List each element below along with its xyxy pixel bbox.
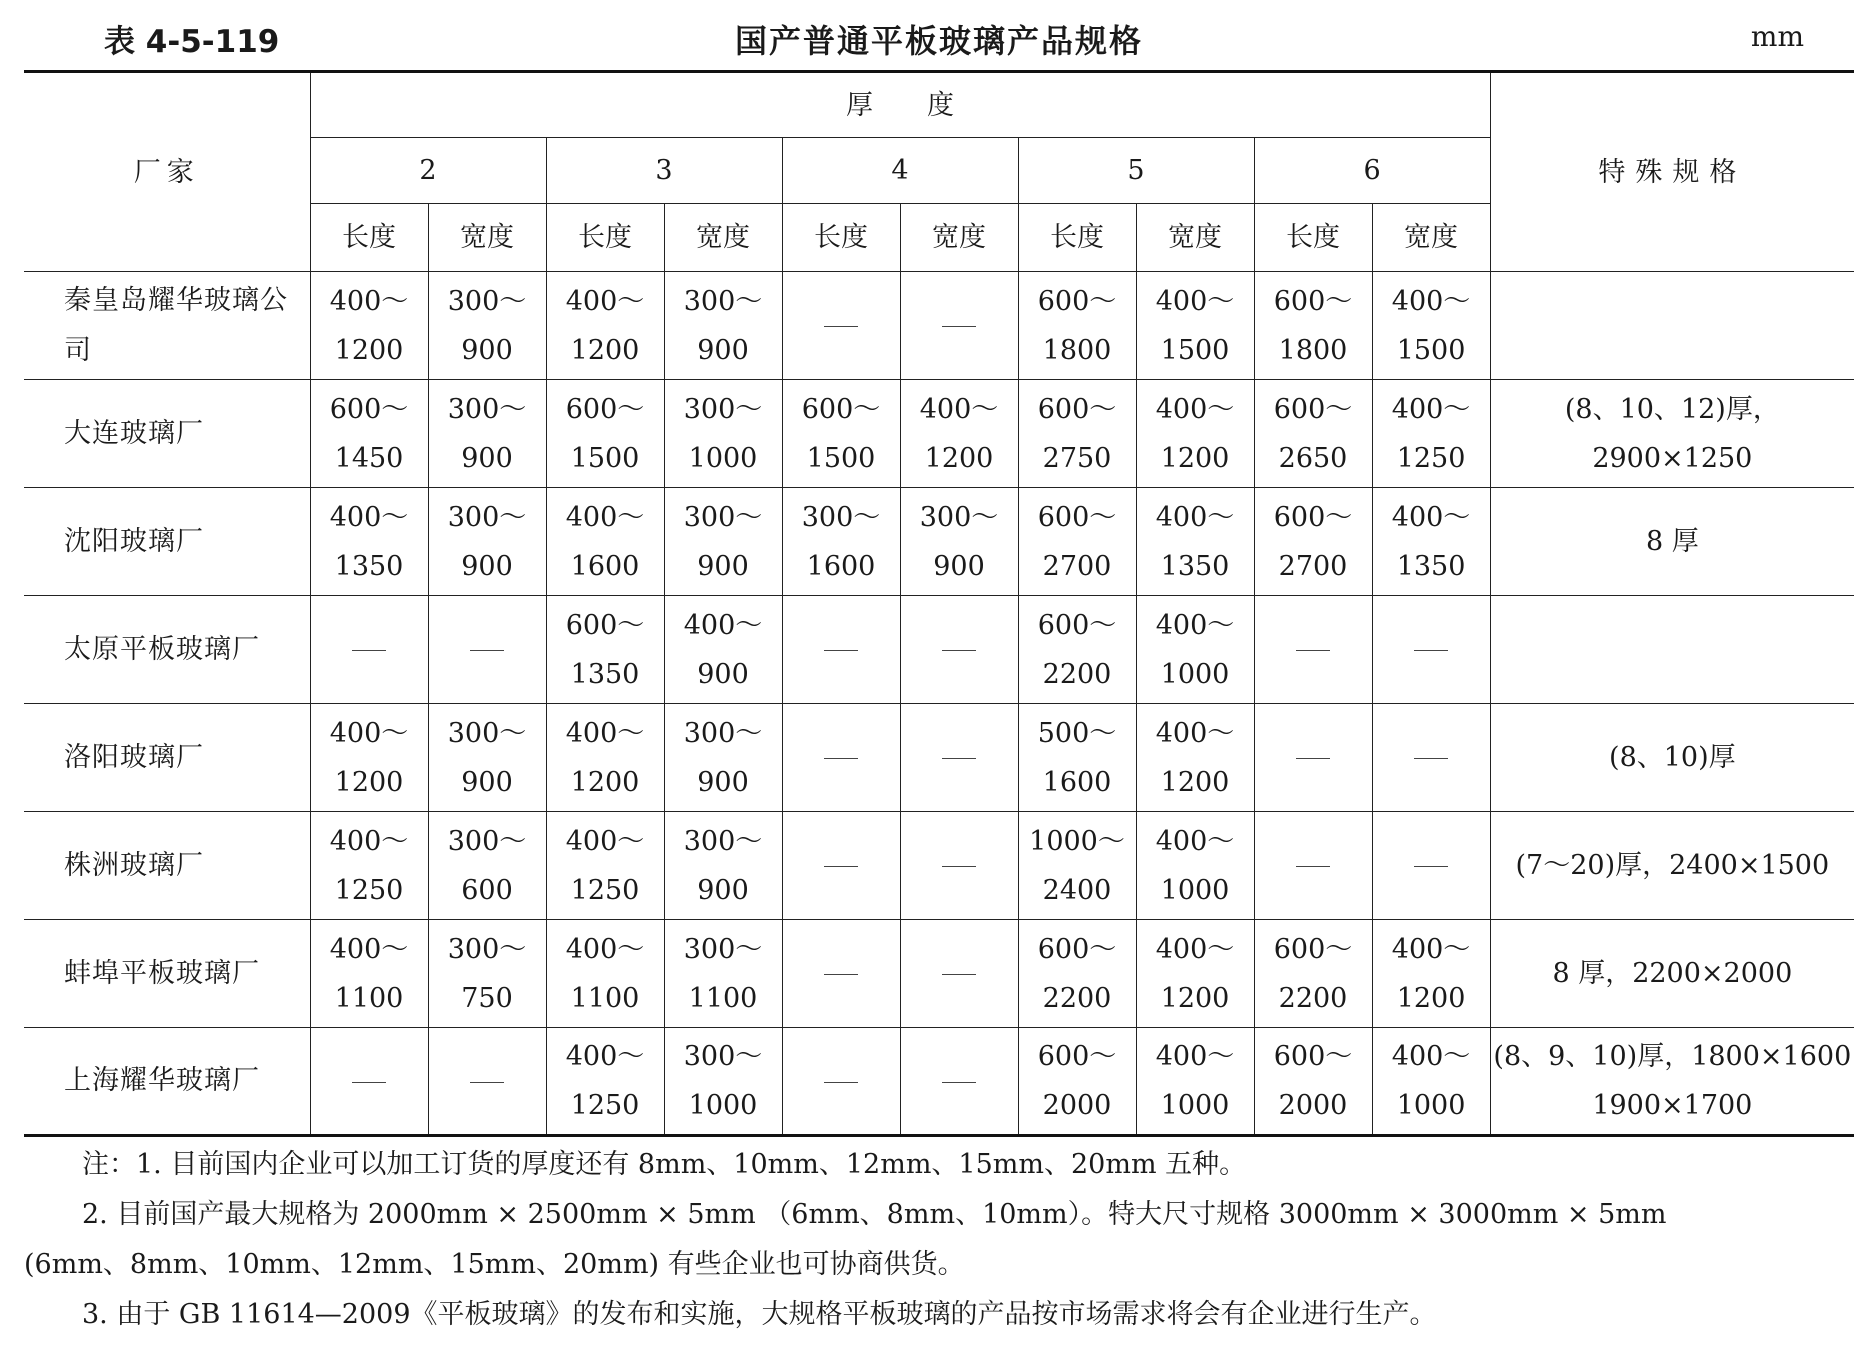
dimension-cell [664,812,782,920]
table-row [24,380,1854,488]
range-min: 300～ [683,393,763,425]
range-min: 400～ [329,825,409,857]
width-header: 宽度 [1136,204,1254,272]
dimension-cell [546,272,664,380]
maker-name: 株洲玻璃厂 [24,812,310,920]
range-max: 1200 [570,334,640,366]
dimension-cell [1254,596,1372,704]
dash-placeholder [470,650,504,651]
maker-name: 沈阳玻璃厂 [24,488,310,596]
dimension-cell [1136,488,1254,596]
table-row [24,920,1854,1028]
dimension-cell [782,1028,900,1136]
dimension-cell [1018,596,1136,704]
note-2-continued: (6mm、8mm、10mm、12mm、15mm、20mm) 有些企业也可协商供货。 [24,1249,965,1280]
range-max: 1000 [688,442,758,474]
dimension-cell [782,488,900,596]
range-max: 1000 [1396,1090,1466,1121]
dash-placeholder [824,650,858,651]
dimension-cell [1136,812,1254,920]
range-min: 300～ [801,501,881,533]
table-title: 国产普通平板玻璃产品规格 [734,22,1143,60]
special-spec-cell [1490,488,1854,596]
range-min: 300～ [683,501,763,533]
range-min: 600～ [1273,501,1353,533]
dimension-cell [310,596,428,704]
maker-name: 大连玻璃厂 [24,380,310,488]
range-min: 500～ [1037,717,1117,749]
dash-placeholder [824,758,858,759]
range-min: 300～ [447,825,527,857]
dimension-cell [428,380,546,488]
range-min: 400～ [1391,1041,1471,1072]
range-max: 900 [697,550,749,582]
dash-placeholder [352,650,386,651]
dash-placeholder [942,758,976,759]
thickness-6: 6 [1254,138,1490,204]
dimension-cell [900,380,1018,488]
range-max: 1100 [334,982,404,1014]
range-max: 1000 [688,1090,758,1121]
dimension-cell [1254,488,1372,596]
range-min: 400～ [565,1041,645,1072]
special-spec-line: 8 厚，2200×2000 [1552,958,1793,989]
range-min: 400～ [565,501,645,533]
table-number: 表 4-5-119 [104,24,280,60]
dimension-cell [664,596,782,704]
dimension-cell [428,272,546,380]
range-min: 600～ [565,393,645,425]
dash-placeholder [1414,650,1448,651]
range-max: 1500 [570,442,640,474]
table-title-row [24,10,1854,70]
dimension-cell [782,380,900,488]
range-max: 900 [461,334,513,366]
dimension-cell [428,596,546,704]
range-min: 400～ [1391,285,1471,317]
thickness-2: 2 [310,138,546,204]
range-min: 400～ [1391,393,1471,425]
range-max: 1600 [1042,766,1112,798]
range-max: 900 [461,442,513,474]
width-header: 宽度 [428,204,546,272]
dimension-cell [310,920,428,1028]
dimension-cell [428,1028,546,1136]
dimension-cell [900,1028,1018,1136]
dimension-cell [546,812,664,920]
range-max: 1100 [570,982,640,1014]
dash-placeholder [1296,758,1330,759]
special-spec-line: 8 厚 [1645,526,1699,557]
dimension-cell [310,1028,428,1136]
range-min: 600～ [329,393,409,425]
dimension-cell [310,488,428,596]
special-spec-cell [1490,1028,1854,1136]
range-max: 1000 [1160,658,1230,690]
dimension-cell [1372,596,1490,704]
range-min: 300～ [683,1041,763,1072]
range-min: 600～ [1037,933,1117,965]
range-max: 1000 [1160,1090,1230,1121]
dimension-cell [1254,920,1372,1028]
range-max: 1250 [570,1090,640,1121]
table-row [24,596,1854,704]
dimension-cell [1136,596,1254,704]
maker-name: 秦皇岛耀华玻璃公司 [24,272,310,380]
range-max: 1100 [688,982,758,1014]
table-row [24,812,1854,920]
dimension-cell [1136,380,1254,488]
range-max: 2700 [1278,550,1348,582]
dimension-cell [1018,380,1136,488]
range-max: 2000 [1278,1090,1348,1121]
range-min: 600～ [1273,933,1353,965]
dimension-cell [664,380,782,488]
dimension-cell [1254,812,1372,920]
range-min: 600～ [1273,285,1353,317]
range-min: 300～ [447,285,527,317]
special-spec-line: (8、9、10)厚，1800×1600 [1493,1041,1852,1072]
range-min: 400～ [565,717,645,749]
dimension-cell [664,1028,782,1136]
range-max: 2200 [1042,658,1112,690]
range-min: 400～ [329,717,409,749]
dimension-cell [1372,920,1490,1028]
dimension-cell [900,704,1018,812]
length-header: 长度 [546,204,664,272]
range-min: 300～ [447,717,527,749]
dimension-cell [1018,704,1136,812]
glass-spec-table [24,70,1854,1137]
dash-placeholder [824,326,858,327]
special-spec-line: (8、10、12)厚， [1564,393,1780,425]
range-max: 900 [697,874,749,906]
range-max: 900 [461,766,513,798]
note-3: 3. 由于 GB 11614—2009《平板玻璃》的发布和实施，大规格平板玻璃的产品按市场需求将会有企业进行生产。 [82,1299,1437,1330]
dash-placeholder [824,1082,858,1083]
range-max: 1200 [1396,982,1466,1014]
range-max: 1350 [1396,550,1466,582]
range-max: 900 [697,334,749,366]
length-header: 长度 [1018,204,1136,272]
dimension-cell [428,704,546,812]
range-min: 600～ [1273,1041,1353,1072]
dimension-cell [664,488,782,596]
range-min: 300～ [447,501,527,533]
range-min: 1000～ [1029,825,1125,857]
range-max: 2750 [1042,442,1112,474]
range-max: 2200 [1042,982,1112,1014]
dimension-cell [900,596,1018,704]
range-max: 1500 [1160,334,1230,366]
special-spec-cell [1490,380,1854,488]
special-spec-line: (7～20)厚，2400×1500 [1515,850,1830,881]
special-spec-cell [1490,272,1854,380]
dimension-cell [1018,488,1136,596]
special-spec-cell [1490,812,1854,920]
range-min: 300～ [919,501,999,533]
special-spec-column-header: 特殊规格 [1490,72,1854,272]
range-max: 2400 [1042,874,1112,906]
length-header: 长度 [1254,204,1372,272]
dimension-cell [1372,380,1490,488]
dimension-cell [310,704,428,812]
range-max: 900 [461,550,513,582]
range-min: 400～ [1391,933,1471,965]
range-max: 1350 [334,550,404,582]
table-row [24,704,1854,812]
dimension-cell [782,920,900,1028]
range-min: 600～ [1037,609,1117,641]
dimension-cell [782,272,900,380]
range-min: 600～ [1037,393,1117,425]
range-min: 400～ [565,825,645,857]
range-min: 400～ [1155,393,1235,425]
range-max: 900 [933,550,985,582]
thickness-4: 4 [782,138,1018,204]
range-max: 2650 [1278,442,1348,474]
dash-placeholder [352,1082,386,1083]
range-max: 900 [697,766,749,798]
dash-placeholder [1296,650,1330,651]
table-row [24,272,1854,380]
range-min: 600～ [1037,501,1117,533]
dimension-cell [1136,920,1254,1028]
dimension-cell [1136,272,1254,380]
dimension-cell [310,272,428,380]
width-header: 宽度 [1372,204,1490,272]
dimension-cell [1018,1028,1136,1136]
dimension-cell [1018,272,1136,380]
range-min: 400～ [329,501,409,533]
range-max: 1600 [570,550,640,582]
dimension-cell [664,272,782,380]
dash-placeholder [1414,866,1448,867]
maker-name: 太原平板玻璃厂 [24,596,310,704]
dash-placeholder [942,866,976,867]
range-min: 400～ [329,285,409,317]
dimension-cell [1372,272,1490,380]
width-header: 宽度 [664,204,782,272]
range-max: 1200 [570,766,640,798]
dash-placeholder [942,326,976,327]
dimension-cell [1254,704,1372,812]
dimension-cell [1254,380,1372,488]
range-max: 1200 [1160,766,1230,798]
dimension-cell [1018,920,1136,1028]
dimension-cell [782,704,900,812]
range-max: 600 [461,874,513,906]
range-max: 1200 [334,334,404,366]
range-min: 400～ [1155,609,1235,641]
range-max: 900 [697,658,749,690]
dimension-cell [782,812,900,920]
dimension-cell [546,596,664,704]
thickness-5: 5 [1018,138,1254,204]
dimension-cell [428,920,546,1028]
note-1: 注：1. 目前国内企业可以加工订货的厚度还有 8mm、10mm、12mm、15mm、20mm 五种。 [82,1149,1247,1180]
range-min: 400～ [1155,501,1235,533]
special-spec-line: (8、10)厚 [1609,742,1736,773]
dimension-cell [1372,704,1490,812]
dimension-cell [1136,704,1254,812]
dimension-cell [900,920,1018,1028]
dimension-cell [1254,272,1372,380]
range-min: 600～ [565,609,645,641]
dash-placeholder [1414,758,1448,759]
dimension-cell [546,1028,664,1136]
range-min: 300～ [683,933,763,965]
dimension-cell [1018,812,1136,920]
special-spec-cell [1490,704,1854,812]
range-min: 600～ [1037,1041,1117,1072]
maker-column-header: 厂家 [24,72,310,272]
range-min: 300～ [683,825,763,857]
note-2: 2. 目前国产最大规格为 2000mm × 2500mm × 5mm （6mm、8mm、10mm）。特大尺寸规格 3000mm × 3000mm × 5mm [82,1199,1667,1230]
width-header: 宽度 [900,204,1018,272]
dimension-cell [664,920,782,1028]
special-spec-line: 1900×1700 [1592,1090,1753,1121]
range-max: 1000 [1160,874,1230,906]
range-min: 400～ [683,609,763,641]
dimension-cell [546,488,664,596]
range-min: 400～ [1155,933,1235,965]
dimension-cell [310,380,428,488]
dimension-cell [1136,1028,1254,1136]
range-max: 1500 [1396,334,1466,366]
dimension-cell [1372,488,1490,596]
dimension-cell [428,812,546,920]
dimension-cell [546,380,664,488]
special-spec-cell [1490,596,1854,704]
range-min: 400～ [565,933,645,965]
table-notes [24,1140,1854,1340]
range-min: 300～ [683,285,763,317]
dimension-cell [664,704,782,812]
dash-placeholder [942,1082,976,1083]
dimension-cell [546,920,664,1028]
maker-name: 洛阳玻璃厂 [24,704,310,812]
range-max: 1200 [1160,442,1230,474]
range-max: 1350 [570,658,640,690]
dash-placeholder [942,974,976,975]
special-spec-cell [1490,920,1854,1028]
dimension-cell [900,272,1018,380]
range-max: 1800 [1042,334,1112,366]
range-max: 2700 [1042,550,1112,582]
unit-label: mm [1750,20,1804,53]
special-spec-line: 2900×1250 [1592,442,1753,474]
range-max: 1200 [924,442,994,474]
dimension-cell [900,488,1018,596]
range-max: 1250 [1396,442,1466,474]
dimension-cell [1372,1028,1490,1136]
maker-name: 蚌埠平板玻璃厂 [24,920,310,1028]
range-min: 300～ [447,933,527,965]
dash-placeholder [824,866,858,867]
range-min: 300～ [683,717,763,749]
range-min: 600～ [1273,393,1353,425]
range-min: 600～ [801,393,881,425]
dimension-cell [546,704,664,812]
range-min: 400～ [1391,501,1471,533]
range-min: 400～ [919,393,999,425]
dash-placeholder [824,974,858,975]
dash-placeholder [470,1082,504,1083]
range-max: 1600 [806,550,876,582]
maker-name: 上海耀华玻璃厂 [24,1028,310,1136]
range-max: 1200 [1160,982,1230,1014]
range-min: 400～ [1155,1041,1235,1072]
table-row [24,488,1854,596]
length-header: 长度 [310,204,428,272]
dash-placeholder [1296,866,1330,867]
thickness-header: 厚 度 [310,72,1490,138]
range-max: 1350 [1160,550,1230,582]
range-min: 400～ [1155,825,1235,857]
range-max: 1450 [334,442,404,474]
range-max: 2000 [1042,1090,1112,1121]
range-min: 400～ [1155,717,1235,749]
dimension-cell [428,488,546,596]
dimension-cell [782,596,900,704]
dimension-cell [900,812,1018,920]
dash-placeholder [942,650,976,651]
table-body [24,272,1854,1136]
table-row [24,1028,1854,1136]
range-max: 750 [461,982,513,1014]
range-min: 400～ [565,285,645,317]
range-max: 1200 [334,766,404,798]
dimension-cell [1254,1028,1372,1136]
range-max: 2200 [1278,982,1348,1014]
range-min: 300～ [447,393,527,425]
range-max: 1800 [1278,334,1348,366]
range-max: 1250 [334,874,404,906]
thickness-3: 3 [546,138,782,204]
range-max: 1250 [570,874,640,906]
range-max: 1500 [806,442,876,474]
dimension-cell [1372,812,1490,920]
range-min: 400～ [329,933,409,965]
length-header: 长度 [782,204,900,272]
range-min: 600～ [1037,285,1117,317]
range-min: 400～ [1155,285,1235,317]
dimension-cell [310,812,428,920]
